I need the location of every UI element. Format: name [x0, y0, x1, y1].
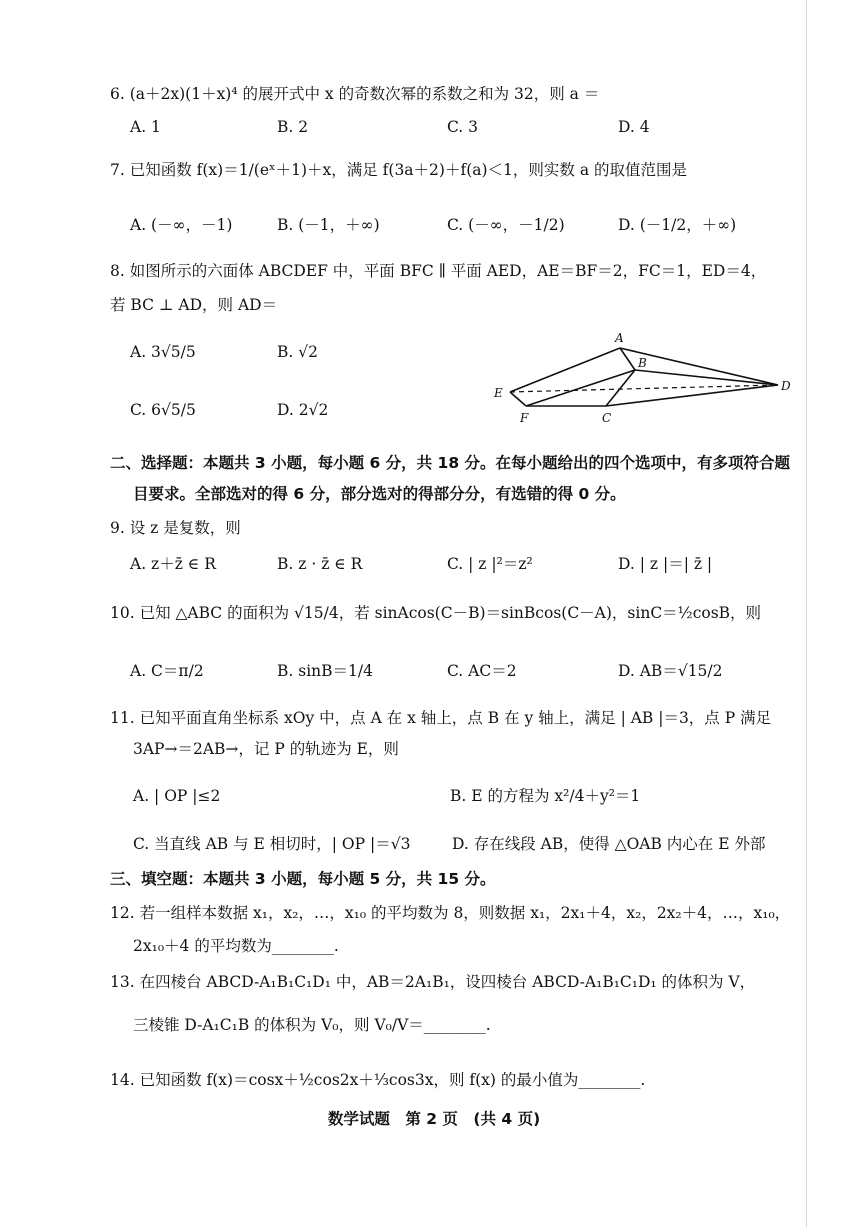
question-7-option-c: C. (－∞，－1/2)	[447, 216, 565, 234]
question-8-option-c: C. 6√5/5	[130, 401, 196, 419]
question-8-option-a: A. 3√5/5	[130, 343, 196, 361]
page-footer: 数学试题 第 2 页 (共 4 页)	[327, 1110, 541, 1128]
question-9-option-c: C. | z |²＝z²	[447, 555, 533, 573]
question-6-option-a: A. 1	[130, 118, 161, 136]
question-11-option-a: A. | OP |≤2	[133, 787, 221, 805]
question-9-option-d: D. | z |＝| z̄ |	[618, 555, 713, 573]
section-2-heading-line1: 二、选择题：本题共 3 小题，每小题 6 分，共 18 分。在每小题给出的四个选项中，有多项符合题	[110, 454, 791, 472]
vertex-label-c: C	[602, 411, 612, 425]
question-6-option-b: B. 2	[277, 118, 309, 136]
vertex-label-a: A	[615, 331, 624, 345]
question-7-option-a: A. (－∞，－1)	[130, 216, 233, 234]
question-7-option-b: B. (－1，＋∞)	[277, 216, 380, 234]
section-3-heading: 三、填空题：本题共 3 小题，每小题 5 分，共 15 分。	[110, 870, 496, 888]
question-7-stem: 7. 已知函数 f(x)＝1/(eˣ＋1)＋x，满足 f(3a＋2)＋f(a)＜1，则实数 a 的取值范围是	[110, 161, 687, 179]
question-8-option-d: D. 2√2	[277, 401, 329, 419]
question-10-option-a: A. C＝π/2	[130, 662, 204, 680]
vertex-label-d: D	[781, 379, 791, 393]
section-2-heading-line2: 目要求。全部选对的得 6 分，部分选对的得部分分，有选错的得 0 分。	[133, 485, 626, 503]
question-7-option-d: D. (－1/2，＋∞)	[618, 216, 737, 234]
question-13-line1: 13. 在四棱台 ABCD-A₁B₁C₁D₁ 中，AB＝2A₁B₁，设四棱台 ABCD-A₁B₁C₁D₁ 的体积为 V，	[110, 973, 756, 991]
question-10-stem: 10. 已知 △ABC 的面积为 √15/4，若 sinAcos(C－B)＝sinBcos(C－A)，sinC＝½cosB，则	[110, 604, 762, 622]
vertex-label-f: F	[520, 411, 529, 425]
edge-bd	[635, 370, 778, 385]
question-13-line2: 三棱锥 D-A₁C₁B 的体积为 V₀，则 V₀/V＝________.	[133, 1016, 491, 1034]
question-11-stem-line2: 3AP→＝2AB→，记 P 的轨迹为 E，则	[133, 740, 399, 758]
edge-ea	[510, 348, 620, 392]
question-8-stem-line2: 若 BC ⊥ AD，则 AD＝	[110, 296, 278, 314]
question-6-stem: 6. (a＋2x)(1＋x)⁴ 的展开式中 x 的奇数次幂的系数之和为 32，则 a ＝	[110, 85, 600, 103]
question-12-line1: 12. 若一组样本数据 x₁，x₂，…，x₁₀ 的平均数为 8，则数据 x₁，2x₁＋4，x₂，2x₂＋4，…，x₁₀，	[110, 904, 791, 922]
question-6-option-d: D. 4	[618, 118, 650, 136]
vertex-label-e: E	[494, 386, 503, 400]
hexahedron-figure	[488, 330, 798, 430]
edge-ed-hidden	[510, 385, 778, 392]
question-10-option-d: D. AB＝√15/2	[618, 662, 723, 680]
question-8-option-b: B. √2	[277, 343, 318, 361]
edge-fb	[526, 370, 635, 406]
question-11-option-c: C. 当直线 AB 与 E 相切时，| OP |＝√3	[133, 835, 411, 853]
question-11-option-d: D. 存在线段 AB，使得 △OAB 内心在 E 外部	[452, 835, 766, 853]
question-8-stem-line1: 8. 如图所示的六面体 ABCDEF 中，平面 BFC ∥ 平面 AED，AE＝BF＝2，FC＝1，ED＝4，	[110, 262, 767, 280]
question-10-option-c: C. AC＝2	[447, 662, 517, 680]
question-10-option-b: B. sinB＝1/4	[277, 662, 373, 680]
page-edge-line	[806, 0, 807, 1227]
question-11-stem-line1: 11. 已知平面直角坐标系 xOy 中，点 A 在 x 轴上，点 B 在 y 轴上，满足 | AB |＝3，点 P 满足	[110, 709, 772, 727]
edge-ef	[510, 392, 526, 406]
question-9-stem: 9. 设 z 是复数，则	[110, 519, 241, 537]
edge-cd	[606, 385, 778, 406]
question-9-option-b: B. z · z̄ ∈ R	[277, 555, 363, 573]
question-6-option-c: C. 3	[447, 118, 479, 136]
question-14-line1: 14. 已知函数 f(x)＝cosx＋½cos2x＋⅓cos3x，则 f(x) 的最小值为________.	[110, 1071, 646, 1089]
question-11-option-b: B. E 的方程为 x²/4＋y²＝1	[450, 787, 641, 805]
vertex-label-b: B	[638, 356, 647, 370]
question-12-line2: 2x₁₀＋4 的平均数为________.	[133, 937, 339, 955]
question-9-option-a: A. z＋z̄ ∈ R	[130, 555, 216, 573]
